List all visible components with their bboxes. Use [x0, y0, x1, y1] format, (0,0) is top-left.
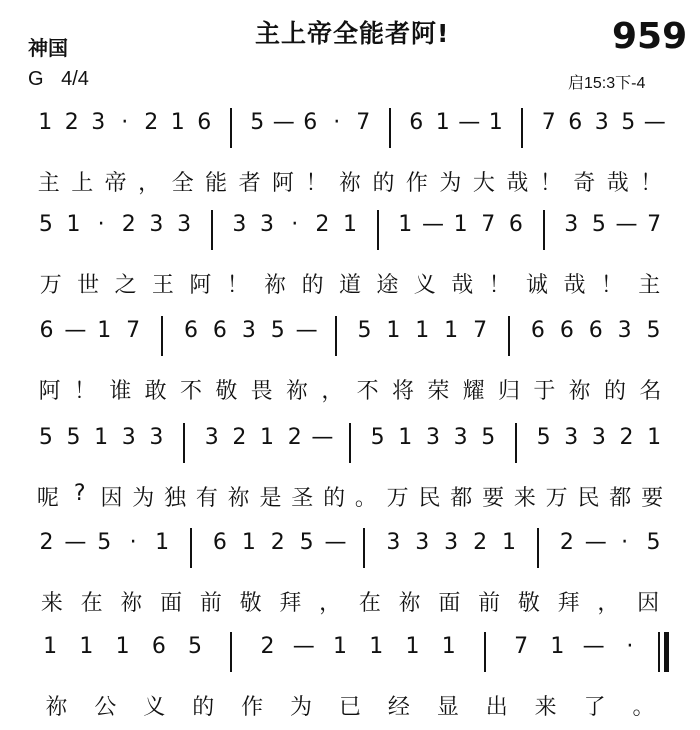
lyrics-row — [0, 374, 700, 414]
note: 5 — [646, 318, 661, 343]
lyric-char: ！ — [226, 273, 249, 298]
note: 2 — [232, 425, 247, 450]
note: 1 — [260, 425, 275, 450]
note: · — [291, 212, 299, 237]
lyric-char: 都 — [609, 486, 632, 511]
note: 6 — [508, 212, 523, 237]
note: 3 — [149, 212, 164, 237]
bar-line — [211, 210, 213, 250]
lyric-char: 义 — [143, 695, 166, 720]
note: 3 — [564, 425, 579, 450]
note: 2 — [64, 110, 79, 135]
bar-line — [363, 528, 365, 568]
lyric-char: ！ — [73, 379, 97, 404]
lyric-char: 耀 — [462, 379, 485, 404]
note: 5 — [38, 212, 53, 237]
note: 6 — [212, 530, 227, 555]
note: 1 — [333, 634, 347, 659]
note: 3 — [121, 425, 136, 450]
note: 5 — [38, 425, 53, 450]
note: 5 — [481, 425, 496, 450]
note: 1 — [97, 318, 112, 343]
lyric-char: 都 — [450, 486, 473, 511]
note: · — [97, 212, 105, 237]
bar-line — [543, 210, 545, 250]
lyric-char: 呢 — [36, 486, 59, 511]
lyric-char: 的 — [301, 273, 324, 298]
lyric-char: 敬 — [517, 591, 540, 616]
lyric-char: 之 — [114, 273, 137, 298]
bar-line — [508, 316, 510, 356]
lyric-char: 显 — [436, 695, 459, 720]
bar-line — [335, 316, 337, 356]
note: · — [333, 110, 341, 135]
hymn-number: 959 — [612, 16, 688, 57]
note: 5 — [621, 110, 636, 135]
note: 5 — [357, 318, 372, 343]
note: 1 — [79, 634, 94, 659]
lyric-char: 要 — [482, 486, 505, 511]
lyrics-row — [0, 690, 700, 730]
note: — — [582, 634, 605, 659]
lyric-char: 帝 — [104, 171, 127, 196]
lyric-char: 阿 — [38, 379, 61, 404]
notes-row — [0, 212, 700, 268]
note: 6 — [559, 318, 574, 343]
lyric-char: 祢 — [120, 591, 143, 616]
lyric-char: 哉 — [606, 171, 629, 196]
lyric-char: 了 — [583, 695, 606, 720]
bar-line — [537, 528, 539, 568]
note: 2 — [260, 634, 275, 659]
lyric-char: 祢 — [264, 273, 287, 298]
note: 3 — [204, 425, 219, 450]
lyric-char: 来 — [534, 695, 557, 720]
note: 3 — [260, 212, 275, 237]
note: 3 — [594, 110, 609, 135]
note: 6 — [39, 318, 54, 343]
note: 6 — [197, 110, 212, 135]
note: — — [421, 212, 444, 237]
lyric-char: 经 — [387, 695, 410, 720]
note: 5 — [250, 110, 265, 135]
note: 1 — [502, 530, 516, 555]
note: 1 — [66, 212, 81, 237]
note: · — [621, 530, 629, 555]
lyric-char: 大 — [472, 171, 495, 196]
note: 1 — [38, 110, 53, 135]
note: — — [584, 530, 607, 555]
note: 3 — [177, 212, 192, 237]
note: 5 — [591, 212, 606, 237]
bar-line — [521, 108, 523, 148]
note: 6 — [151, 634, 166, 659]
note: 6 — [568, 110, 583, 135]
lyric-char: 哉 — [506, 171, 529, 196]
bar-line — [389, 108, 391, 148]
lyric-char: 世 — [77, 273, 100, 298]
lyric-char: 敬 — [239, 591, 262, 616]
lyric-char: 全 — [171, 171, 194, 196]
lyric-char: 归 — [497, 379, 521, 404]
lyric-char: 祢 — [227, 486, 250, 511]
lyric-char: 敬 — [215, 379, 238, 404]
notes-row — [0, 425, 700, 481]
lyric-char: 祢 — [338, 171, 362, 196]
lyric-char: 能 — [205, 171, 228, 196]
lyrics-row — [0, 481, 700, 521]
lyric-char: 来 — [40, 591, 63, 616]
lyric-char: 主 — [37, 171, 60, 196]
note: — — [64, 318, 87, 343]
lyric-char: ， — [138, 171, 161, 196]
lyric-char: 不 — [179, 379, 203, 404]
note: 1 — [550, 634, 565, 659]
lyric-char: 上 — [71, 171, 94, 196]
lyric-char: 前 — [199, 591, 222, 616]
bar-line — [515, 423, 517, 463]
lyric-char: 民 — [418, 486, 441, 511]
lyric-char: ， — [597, 591, 620, 616]
note: 5 — [536, 425, 551, 450]
note: 1 — [444, 318, 459, 343]
note: 7 — [356, 110, 371, 135]
note: 1 — [343, 212, 357, 237]
note: 6 — [212, 318, 227, 343]
lyric-char: 圣 — [291, 486, 314, 511]
lyric-char: 阿 — [272, 171, 295, 196]
lyric-char: 将 — [391, 379, 415, 404]
lyric-char: 前 — [478, 591, 501, 616]
lyric-char: 道 — [338, 273, 362, 298]
note: 5 — [97, 530, 112, 555]
note: 3 — [591, 425, 606, 450]
note: 1 — [94, 425, 109, 450]
lyric-char: 阿 — [189, 273, 212, 298]
note: 3 — [453, 425, 468, 450]
lyric-char: 作 — [405, 171, 428, 196]
lyric-char: 因 — [637, 591, 660, 616]
note: — — [324, 530, 347, 555]
note: 1 — [155, 530, 170, 555]
note: 1 — [647, 425, 662, 450]
note: — — [292, 634, 315, 659]
lyric-char: 。 — [632, 695, 655, 720]
lyrics-row — [0, 586, 700, 626]
lyric-char: 因 — [100, 486, 123, 511]
lyric-char: 名 — [639, 379, 662, 404]
note: 7 — [481, 212, 496, 237]
lyric-char: 万 — [545, 486, 568, 511]
lyric-char: 要 — [641, 486, 664, 511]
lyric-char: 哉 — [451, 273, 474, 298]
note: — — [311, 425, 334, 450]
lyric-char: 公 — [94, 695, 117, 720]
bar-line — [230, 108, 232, 148]
lyric-char: 主 — [638, 273, 661, 298]
note: · — [129, 530, 137, 555]
lyric-char: 面 — [438, 591, 461, 616]
note: 7 — [541, 110, 556, 135]
lyric-char: 王 — [151, 273, 174, 298]
note: 7 — [647, 212, 662, 237]
bar-line — [349, 423, 351, 463]
note: 5 — [646, 530, 661, 555]
lyric-char: 民 — [577, 486, 600, 511]
lyric-char: 者 — [238, 171, 261, 196]
lyric-char: 的 — [323, 486, 346, 511]
lyric-char: 畏 — [250, 379, 273, 404]
final-bar-thick — [664, 632, 669, 672]
note: 2 — [559, 530, 574, 555]
lyric-char: 作 — [241, 695, 264, 720]
note: 6 — [530, 318, 545, 343]
lyric-char: 祢 — [568, 379, 591, 404]
lyric-char: 荣 — [427, 379, 450, 404]
lyric-char: 万 — [39, 273, 62, 298]
lyric-char: 敢 — [144, 379, 167, 404]
note: — — [64, 530, 87, 555]
note: 7 — [473, 318, 488, 343]
note: 2 — [270, 530, 285, 555]
note: — — [643, 110, 666, 135]
note: 2 — [144, 110, 159, 135]
bar-line — [230, 632, 232, 672]
lyric-char: 不 — [356, 379, 379, 404]
lyric-char: 在 — [80, 591, 103, 616]
note: 7 — [514, 634, 529, 659]
notes-row — [0, 110, 700, 166]
bar-line — [161, 316, 163, 356]
hymn-category: 神国 — [28, 36, 68, 60]
note: 1 — [441, 634, 456, 659]
note: — — [295, 318, 318, 343]
lyric-char: 出 — [485, 695, 508, 720]
lyric-char: 。 — [354, 486, 377, 511]
note: 6 — [409, 110, 424, 135]
note: 1 — [241, 530, 256, 555]
note: 1 — [43, 634, 58, 659]
note: 5 — [270, 318, 285, 343]
note: 3 — [91, 110, 106, 135]
note: 1 — [170, 110, 185, 135]
lyric-char: 途 — [376, 273, 399, 298]
notes-row — [0, 530, 700, 586]
lyric-char: ！ — [539, 171, 562, 196]
lyric-char: 义 — [413, 273, 436, 298]
notes-row — [0, 318, 700, 374]
note: 6 — [303, 110, 318, 135]
final-bar-thin — [658, 632, 660, 672]
lyric-char: ? — [73, 481, 86, 506]
note: 1 — [115, 634, 130, 659]
bar-line — [484, 632, 486, 672]
bar-line — [377, 210, 379, 250]
note: 3 — [415, 530, 430, 555]
key-signature: G 4/4 — [28, 68, 89, 90]
hymn-title: 主上帝全能者阿! — [255, 19, 450, 48]
note: 1 — [488, 110, 503, 135]
note: 3 — [149, 425, 164, 450]
lyric-char: 的 — [372, 171, 395, 196]
note: 1 — [415, 318, 430, 343]
lyric-char: 祢 — [398, 591, 421, 616]
note: 5 — [66, 425, 81, 450]
note: 1 — [453, 212, 468, 237]
note: 1 — [405, 634, 420, 659]
note: 2 — [473, 530, 488, 555]
lyric-char: 万 — [386, 486, 409, 511]
note: 2 — [121, 212, 136, 237]
note: · — [626, 634, 634, 659]
note: 7 — [126, 318, 141, 343]
note: 3 — [241, 318, 256, 343]
note: 3 — [444, 530, 459, 555]
scripture-reference: 启15:3下-4 — [568, 75, 646, 92]
note: 2 — [287, 425, 302, 450]
note: 3 — [386, 530, 401, 555]
notes-row — [0, 634, 700, 690]
lyric-char: 是 — [259, 486, 282, 511]
note: 2 — [315, 212, 330, 237]
lyric-char: 拜 — [557, 591, 580, 616]
lyric-char: 的 — [192, 695, 215, 720]
lyric-char: 在 — [358, 591, 381, 616]
lyric-char: 有 — [195, 486, 218, 511]
lyric-char: 祢 — [285, 379, 309, 404]
lyric-char: 为 — [290, 695, 313, 720]
lyrics-row — [0, 268, 700, 308]
note: 1 — [369, 634, 384, 659]
note: 2 — [619, 425, 634, 450]
lyrics-row — [0, 166, 700, 206]
lyric-char: 为 — [439, 171, 462, 196]
note: 3 — [564, 212, 579, 237]
lyric-char: 谁 — [109, 379, 132, 404]
lyric-char: 奇 — [573, 171, 596, 196]
lyric-char: ， — [321, 379, 344, 404]
lyric-char: 拜 — [279, 591, 302, 616]
lyric-char: 已 — [338, 695, 362, 720]
lyric-char: 来 — [513, 486, 536, 511]
note: 5 — [370, 425, 385, 450]
note: 6 — [184, 318, 198, 343]
lyric-char: 于 — [533, 379, 556, 404]
note: 3 — [232, 212, 247, 237]
lyric-char: 祢 — [45, 695, 68, 720]
note: — — [458, 110, 481, 135]
note: 1 — [398, 425, 413, 450]
lyric-char: 的 — [603, 379, 627, 404]
note: 3 — [617, 318, 632, 343]
note: 3 — [425, 425, 440, 450]
note: — — [272, 110, 295, 135]
lyric-char: ！ — [600, 273, 623, 298]
note: · — [121, 110, 129, 135]
bar-line — [183, 423, 185, 463]
note: 1 — [435, 110, 450, 135]
lyric-char: ， — [319, 591, 342, 616]
note: 1 — [398, 212, 413, 237]
lyric-char: 为 — [132, 486, 155, 511]
note: 5 — [299, 530, 314, 555]
lyric-char: 面 — [160, 591, 183, 616]
lyric-char: ！ — [640, 171, 663, 196]
lyric-char: ！ — [305, 171, 328, 196]
note: 2 — [39, 530, 54, 555]
lyric-char: ！ — [488, 273, 511, 298]
lyric-char: 独 — [164, 486, 187, 511]
lyric-char: 诚 — [526, 273, 549, 298]
bar-line — [190, 528, 192, 568]
lyric-char: 哉 — [563, 273, 586, 298]
note: 5 — [188, 634, 203, 659]
note: 1 — [386, 318, 401, 343]
note: — — [615, 212, 638, 237]
note: 6 — [588, 318, 603, 343]
